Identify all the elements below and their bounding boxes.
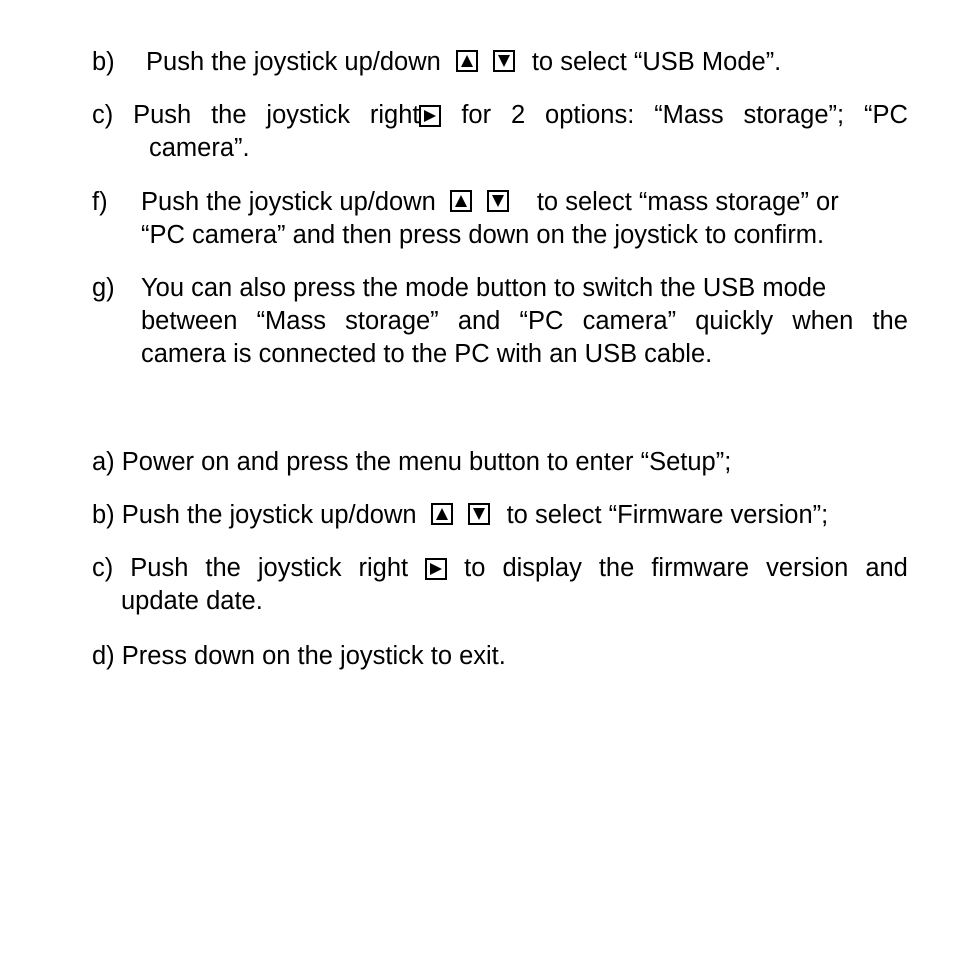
step-text-before: Push the joystick up/down [146, 48, 441, 76]
word: firmware [651, 554, 750, 582]
word: joystick [257, 554, 342, 582]
step-text-line2: camera”. [149, 134, 250, 162]
triangle-right-icon [419, 105, 441, 127]
word: when [792, 307, 854, 335]
usb-step-f [92, 186, 908, 252]
word: quickly [695, 307, 774, 335]
word: “Mass [654, 101, 724, 129]
word: “Mass [256, 307, 326, 335]
triangle-up-icon [431, 503, 453, 525]
step-text: d) Press down on the joystick to exit. [92, 642, 506, 670]
firmware-step-c [92, 552, 908, 618]
word: “PC [863, 101, 908, 129]
step-text: a) Power on and press the menu button to enter “Setup”; [92, 448, 732, 476]
word: c) [92, 554, 114, 582]
firmware-step-b [92, 499, 908, 532]
step-text-after: to select “Firmware version”; [506, 501, 829, 529]
word: camera” [582, 307, 677, 335]
word: display [502, 554, 582, 582]
word: 2 [510, 101, 526, 129]
step-text-before: b) Push the joystick up/down [92, 501, 417, 529]
word: Push [133, 101, 192, 129]
triangle-down-icon [493, 50, 515, 72]
word: the [598, 554, 635, 582]
word: to [464, 554, 486, 582]
word: the [211, 101, 247, 129]
step-text-line2: update date. [121, 587, 263, 615]
word: right [369, 101, 420, 129]
word: and [457, 307, 501, 335]
step-text-after: to select “mass storage” or [536, 188, 839, 216]
word: options: [545, 101, 635, 129]
triangle-down-icon [468, 503, 490, 525]
step-label: b) [92, 48, 115, 76]
word: and [865, 554, 908, 582]
usb-step-c-line1 [92, 99, 908, 132]
triangle-up-icon [456, 50, 478, 72]
usb-step-b [92, 46, 908, 79]
firmware-step-c-line1 [92, 552, 908, 585]
usb-step-g-line2 [92, 305, 908, 338]
step-text-before: Push the joystick up/down [141, 188, 436, 216]
word: storage” [345, 307, 439, 335]
step-text-after: to select “USB Mode”. [531, 48, 782, 76]
word: between [141, 307, 238, 335]
triangle-up-icon [450, 190, 472, 212]
word: “PC [519, 307, 564, 335]
triangle-right-icon [425, 558, 447, 580]
step-label: c) [92, 101, 114, 129]
firmware-step-d [92, 640, 908, 673]
word: the [205, 554, 241, 582]
step-label: g) [92, 274, 115, 302]
step-text-line3: camera is connected to the PC with an USB cable. [141, 340, 713, 368]
word: right [358, 554, 409, 582]
word: version [766, 554, 849, 582]
step-text-line2: “PC camera” and then press down on the joystick to confirm. [141, 221, 825, 249]
word: the [872, 307, 908, 335]
usb-step-g [92, 272, 908, 371]
word: joystick [266, 101, 351, 129]
step-text-line1: You can also press the mode button to switch the USB mode [141, 274, 827, 302]
word: Push [130, 554, 189, 582]
usb-step-c [92, 99, 908, 165]
firmware-step-a [92, 446, 908, 479]
word: storage”; [743, 101, 845, 129]
step-label: f) [92, 188, 108, 216]
word: for [461, 101, 492, 129]
triangle-down-icon [487, 190, 509, 212]
